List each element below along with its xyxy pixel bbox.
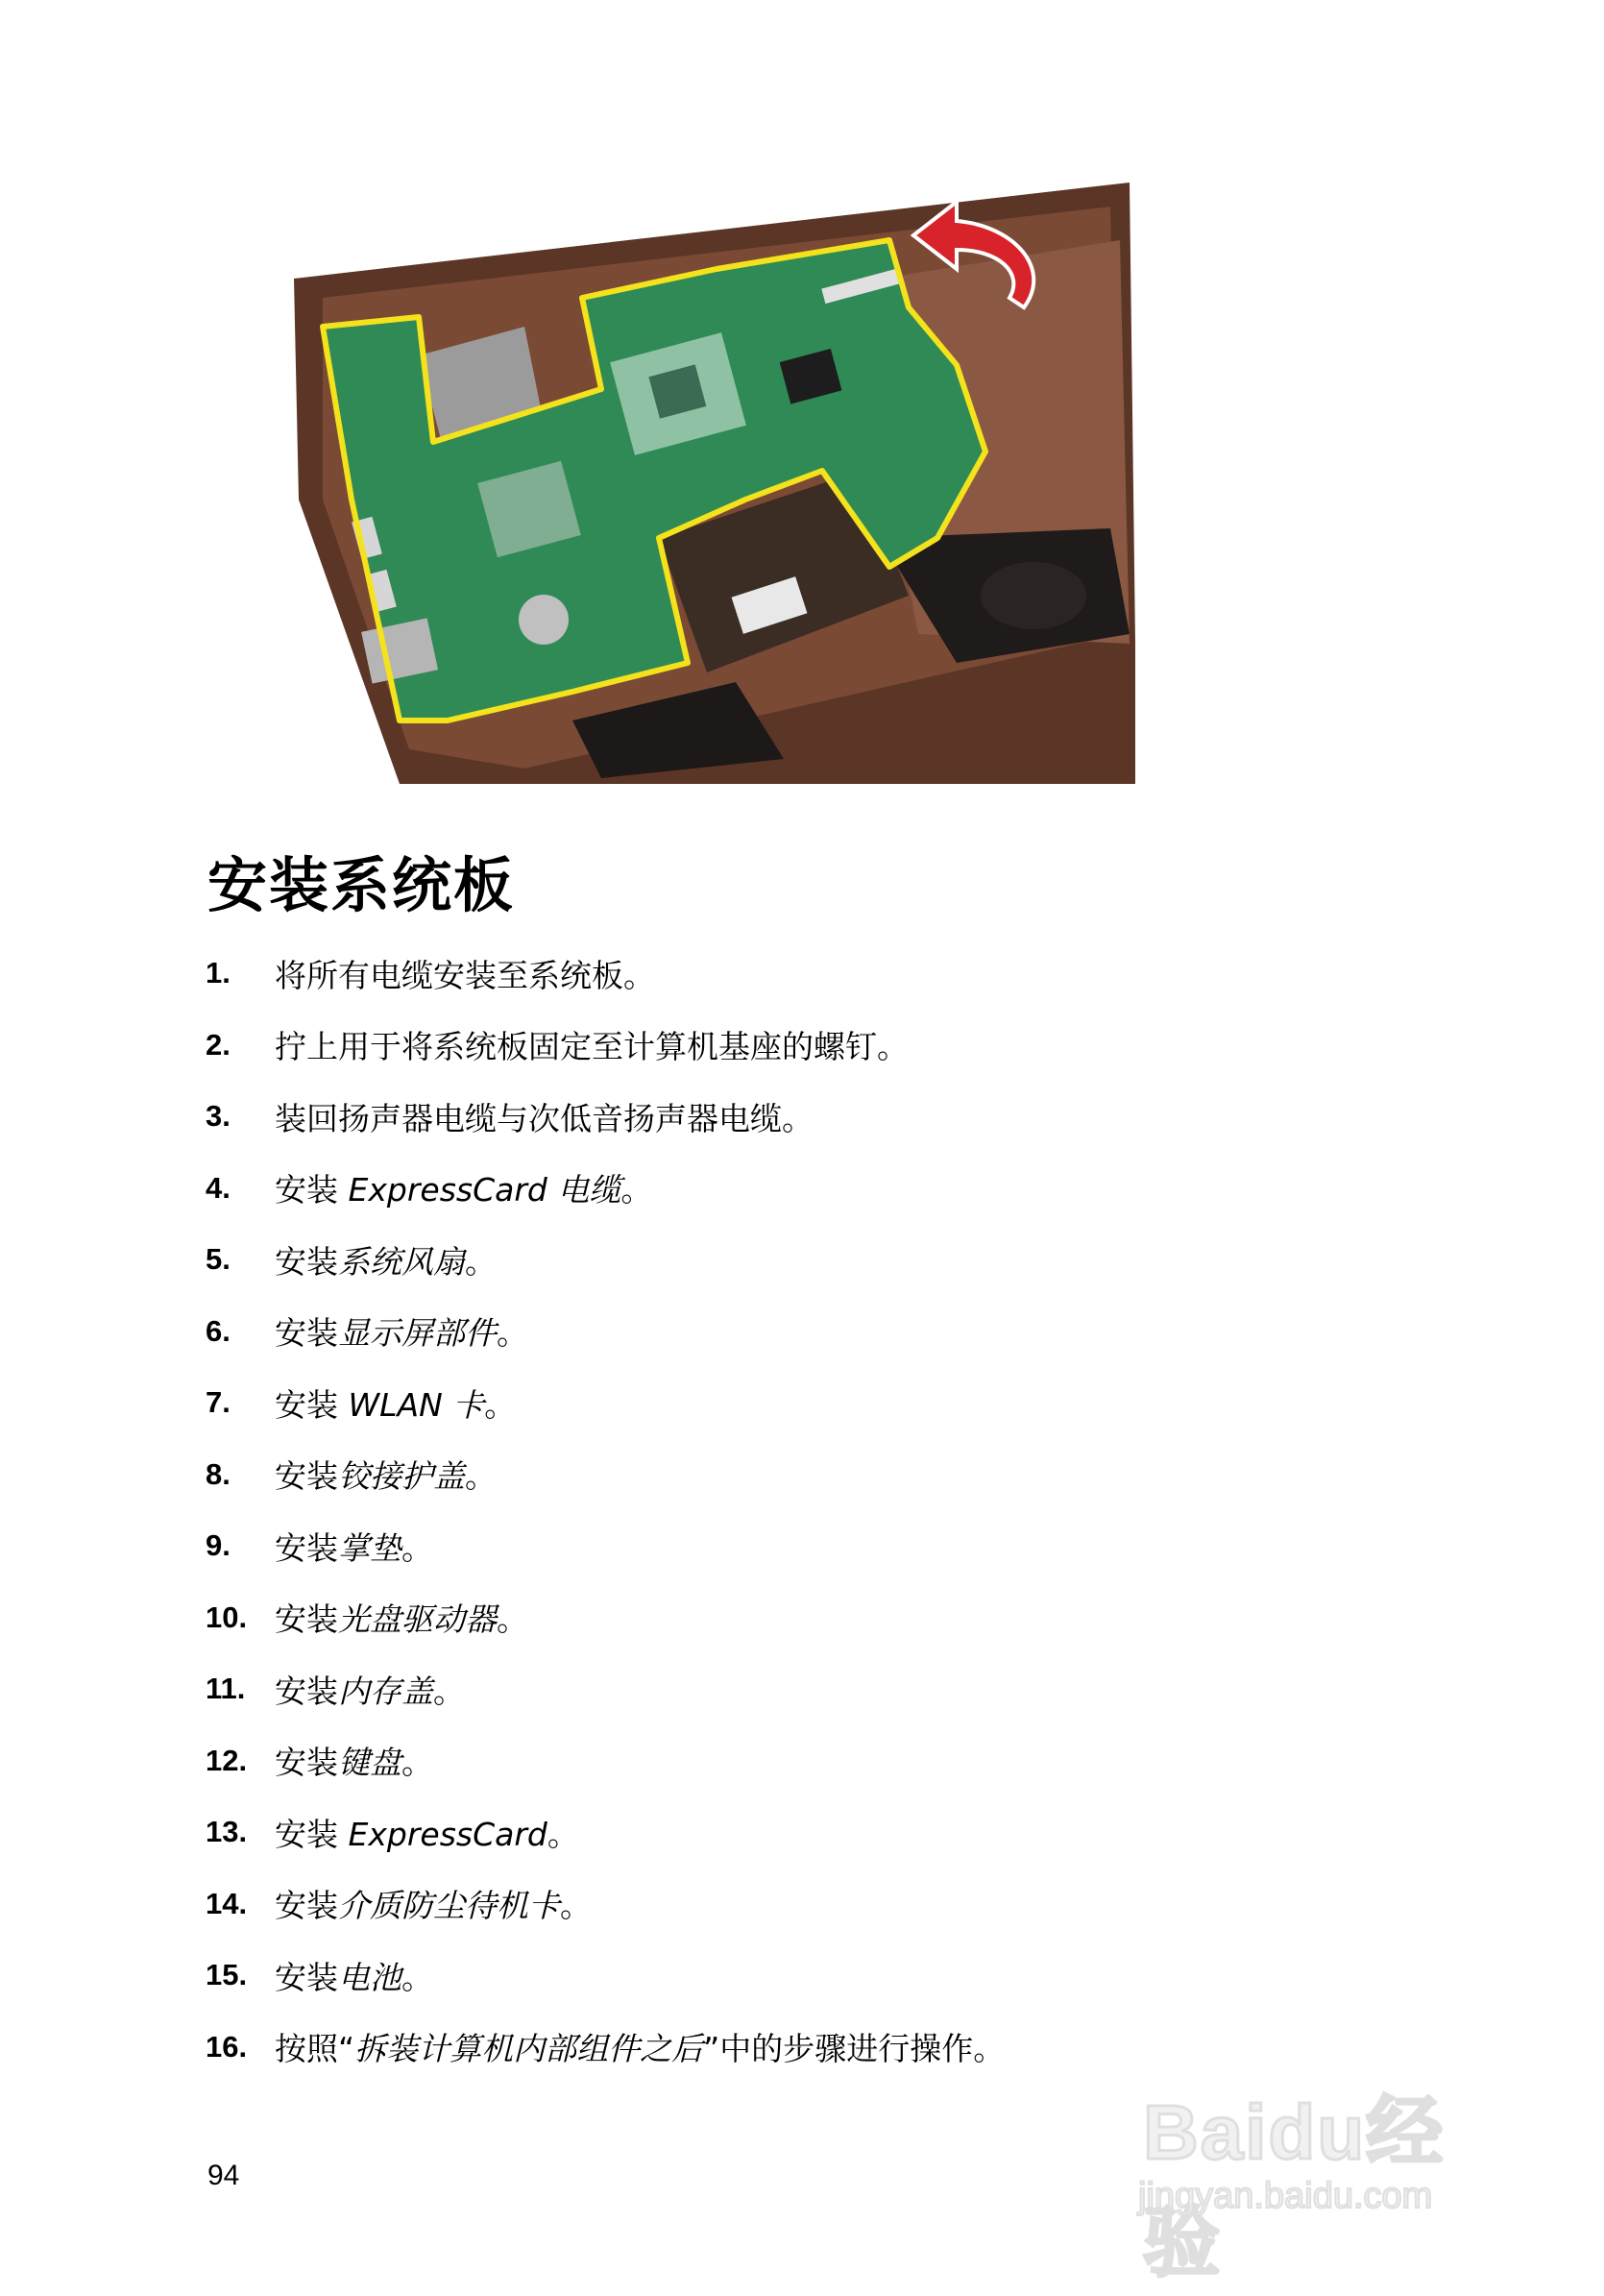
step-number: 7.	[206, 1385, 231, 1419]
step-text	[275, 1094, 814, 1139]
watermark-url: jingyan.baidu.com	[1138, 2176, 1433, 2216]
step-plain-text: 安装	[275, 1600, 338, 1638]
step-plain-text: 。	[401, 1744, 433, 1781]
step-text	[275, 951, 655, 996]
list-item	[206, 1519, 433, 1573]
watermark-logo: Baidu经验	[1143, 2089, 1446, 2285]
step-number: 5.	[206, 1242, 231, 1276]
step-number: 11.	[206, 1672, 246, 1705]
step-plain-text: 将所有电缆安装至系统板。	[275, 956, 655, 994]
step-plain-text: 。	[620, 1171, 653, 1209]
step-number: 9.	[206, 1528, 231, 1562]
step-plain-text: 。	[560, 1887, 592, 1924]
speaker-cone	[981, 562, 1086, 629]
step-number: 2.	[206, 1027, 231, 1062]
step-plain-text: 安装	[275, 1815, 349, 1853]
step-text	[275, 2024, 1005, 2069]
step-link-text: ExpressCard 电缆	[348, 1171, 621, 1209]
system-board-photo	[284, 183, 1135, 784]
step-number: 8.	[206, 1456, 231, 1491]
step-plain-text: 。	[547, 1815, 579, 1853]
step-text	[275, 1667, 465, 1712]
step-plain-text: 。	[465, 1457, 497, 1495]
step-text	[275, 1524, 433, 1569]
list-item	[206, 1089, 814, 1143]
step-link-text: ExpressCard	[348, 1815, 547, 1853]
list-item	[206, 1305, 528, 1358]
step-plain-text: 安装	[275, 1887, 338, 1924]
step-number: 16.	[206, 2029, 248, 2064]
list-item	[206, 1233, 497, 1286]
step-plain-text: 。	[401, 1528, 433, 1567]
page-number: 94	[207, 2160, 240, 2191]
baidu-watermark	[1133, 2041, 1498, 2285]
step-link-text: 内存盖	[338, 1672, 433, 1710]
step-link-text: 电池	[338, 1958, 401, 1996]
step-plain-text: 安装	[275, 1314, 338, 1352]
cmos-battery	[519, 595, 569, 645]
step-plain-text: ”中的步骤进行操作。	[703, 2030, 1006, 2067]
step-text	[275, 1237, 497, 1282]
list-item	[206, 1805, 579, 1859]
step-number: 4.	[206, 1170, 231, 1205]
step-plain-text: 。	[497, 1600, 528, 1638]
step-link-text: 系统风扇	[338, 1242, 465, 1281]
step-link-text: 显示屏部件	[338, 1314, 497, 1352]
list-item	[206, 1877, 592, 1931]
step-number: 1.	[206, 956, 231, 989]
list-item	[206, 1948, 433, 2002]
list-item	[206, 1662, 465, 1716]
step-link-text: 铰接护盖	[338, 1457, 465, 1495]
step-link-text: 光盘驱动器	[338, 1600, 497, 1638]
step-plain-text: 。	[465, 1242, 497, 1281]
step-plain-text: 装回扬声器电缆与次低音扬声器电缆。	[275, 1099, 814, 1137]
list-item	[206, 1161, 652, 1215]
step-text	[275, 1022, 909, 1067]
step-text	[275, 1738, 433, 1783]
step-link-text: 介质防尘待机卡	[338, 1887, 560, 1924]
step-number: 13.	[206, 1815, 248, 1848]
step-plain-text: 安装	[275, 1744, 338, 1781]
step-number: 15.	[206, 1958, 248, 1991]
list-item	[206, 946, 655, 1000]
step-plain-text: 拧上用于将系统板固定至计算机基座的螺钉。	[275, 1028, 909, 1065]
step-link-text: 掌垫	[338, 1528, 401, 1567]
step-number: 6.	[206, 1313, 231, 1348]
step-plain-text: 。	[433, 1672, 465, 1710]
step-text	[275, 1953, 433, 1998]
step-plain-text: 安装	[275, 1672, 338, 1710]
step-link-text: WLAN 卡	[348, 1385, 485, 1424]
step-number: 12.	[206, 1743, 248, 1777]
step-link-text: 拆装计算机内部组件之后	[354, 2030, 704, 2067]
step-plain-text: 安装	[275, 1457, 338, 1495]
list-item	[206, 1018, 909, 1072]
step-text	[275, 1452, 497, 1497]
step-link-text: 键盘	[338, 1744, 401, 1781]
step-plain-text: 安装	[275, 1528, 338, 1567]
step-plain-text: 安装	[275, 1171, 349, 1209]
step-text	[275, 1595, 528, 1640]
list-item	[206, 1591, 528, 1645]
step-text	[275, 1165, 652, 1210]
step-plain-text: 。	[497, 1314, 528, 1352]
step-number: 10.	[206, 1600, 248, 1634]
step-plain-text: 按照“	[275, 2030, 355, 2067]
list-item	[206, 2020, 1005, 2074]
step-plain-text: 安装	[275, 1385, 349, 1424]
list-item	[206, 1376, 516, 1429]
list-item	[206, 1448, 497, 1502]
step-number: 14.	[206, 1886, 248, 1920]
list-item	[206, 1734, 433, 1788]
step-text	[275, 1881, 592, 1926]
step-plain-text: 安装	[275, 1958, 338, 1996]
step-plain-text: 。	[401, 1958, 433, 1996]
page-title: 安装系统板	[207, 850, 516, 920]
step-plain-text: 。	[484, 1385, 517, 1424]
step-text	[275, 1308, 528, 1354]
step-plain-text: 安装	[275, 1242, 338, 1281]
step-text	[275, 1380, 516, 1426]
step-number: 3.	[206, 1099, 231, 1133]
step-text	[275, 1810, 579, 1855]
